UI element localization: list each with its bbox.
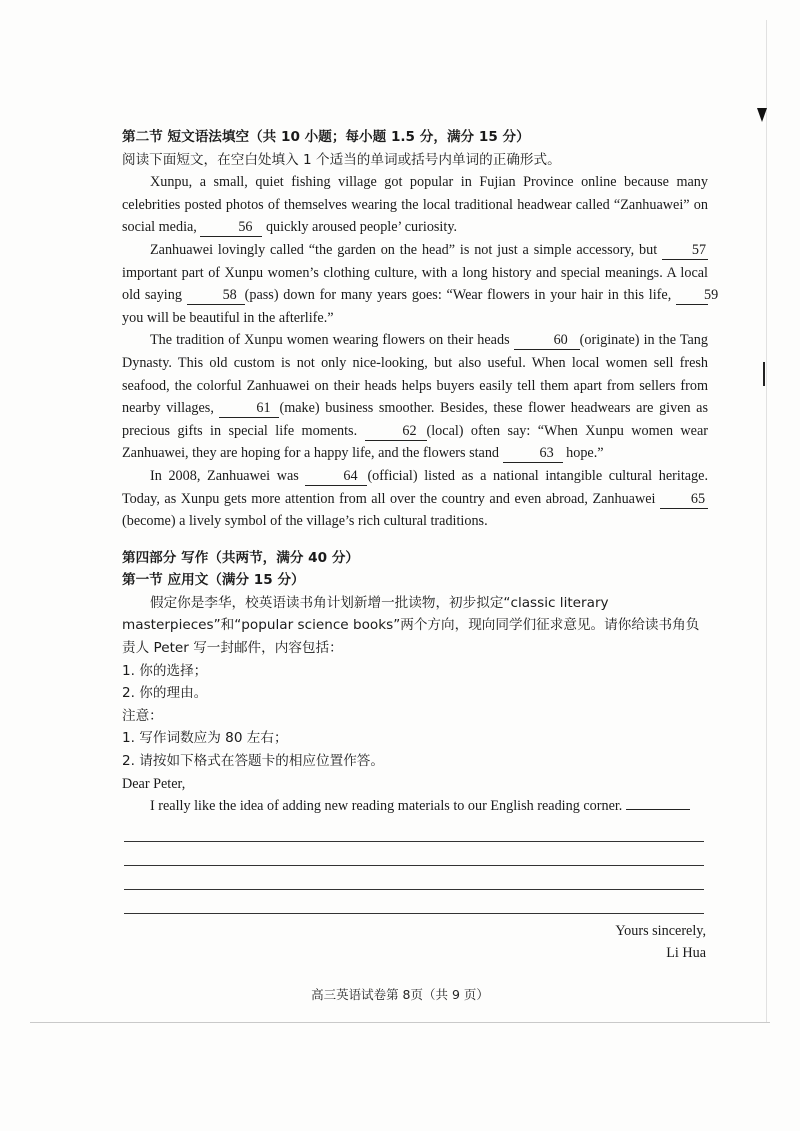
section-heading: 第二节 短文语法填空（共 10 小题；每小题 1.5 分，满分 15 分） [122,129,530,145]
content-item-2: 2. 你的理由。 [122,685,208,702]
blank-61: 61 [219,400,279,418]
answer-line [124,818,704,842]
note-1: 1. 写作词数应为 80 左右； [122,730,288,747]
blank-59: 59 [676,287,708,305]
answer-line [124,842,704,866]
passage-paragraph-2: Zanhuawei lovingly called “the garden on the head” is not just a simple accessory, but 57 important part of Xunpu women’s clothing culture, with a long history and special meanings. A local old saying 58 (pass) down for many years goes: “Wear flowers in your hair in this life, 59 you will be beautiful in the afterlife.” [122,241,719,326]
answer-line [124,890,704,914]
blank-63: 63 [503,445,563,463]
note-2: 2. 请按如下格式在答题卡的相应位置作答。 [122,753,384,770]
letter-opening: I really like the idea of adding new reading materials to our English reading corner. [122,795,708,818]
blank-65: 65 [660,491,708,509]
blank-62: 62 [365,423,427,441]
page-footer: 高三英语试卷第 8页（共 9 页） [311,987,489,1002]
letter-salutation: Dear Peter, [122,775,186,792]
letter-closing: Yours sincerely, [615,922,706,939]
section-instruction: 阅读下面短文，在空白处填入 1 个适当的单词或括号内单词的正确形式。 [122,151,561,168]
content-item-1: 1. 你的选择； [122,662,208,679]
blank-57: 57 [662,242,708,260]
side-mark [763,362,765,386]
blank-64: 64 [305,468,367,486]
passage-paragraph-4: In 2008, Zanhuawei was 64 (official) listed as a national intangible cultural heritage. Today, as Xunpu gets more attention from all over the country and even abroad, Zanhuawei 65 (become) a lively symbol of the village’s rich cultural traditions. [122,467,708,530]
passage-paragraph-1: Xunpu, a small, quiet fishing village got popular in Fujian Province online because many celebrities posted photos of themselves wearing the local traditional headwear called “Zanhuawei” on social media, 56 quickly aroused people’ curiosity. [122,174,708,236]
passage-paragraph-3: The tradition of Xunpu women wearing flowers on their heads 60 (originate) in the Tang Dynasty. This old custom is not only nice-looking, but also useful. When local women sell fresh seafood, the colorful Zanhuawei on their heads helps buyers easily tell them apart from sellers from nearby villages, 61 (make) business smoother. Besides, these flower headwears are given as precious gifts in special life moments. 62 (local) often say: “When Xunpu women wear Zanhuawei, they are hoping for a happy life, and the flowers stand 63 hope.” [122,332,708,462]
letter-signature: Li Hua [666,945,706,962]
scan-right-edge [766,20,767,1022]
notes-label: 注意： [122,707,163,724]
exam-content [122,126,719,965]
subsection-heading: 第一节 应用文（满分 15 分） [122,572,305,589]
blank-56: 56 [200,219,262,237]
writing-blank [626,795,690,810]
blank-60: 60 [514,332,580,350]
corner-mark [757,108,767,122]
scan-bottom-edge [30,1022,770,1023]
writing-prompt: 假定你是李华，校英语读书角计划新增一批读物，初步拟定“classic literary masterpieces”和“popular science books”两个方向，现向同学们征求意见。请你给读书角负责人 Peter 写一封邮件，内容包括： [122,594,700,657]
section-gap [122,533,708,547]
answer-line [124,866,704,890]
part-heading: 第四部分 写作（共两节，满分 40 分） [122,549,360,566]
blank-58: 58 [187,287,245,305]
